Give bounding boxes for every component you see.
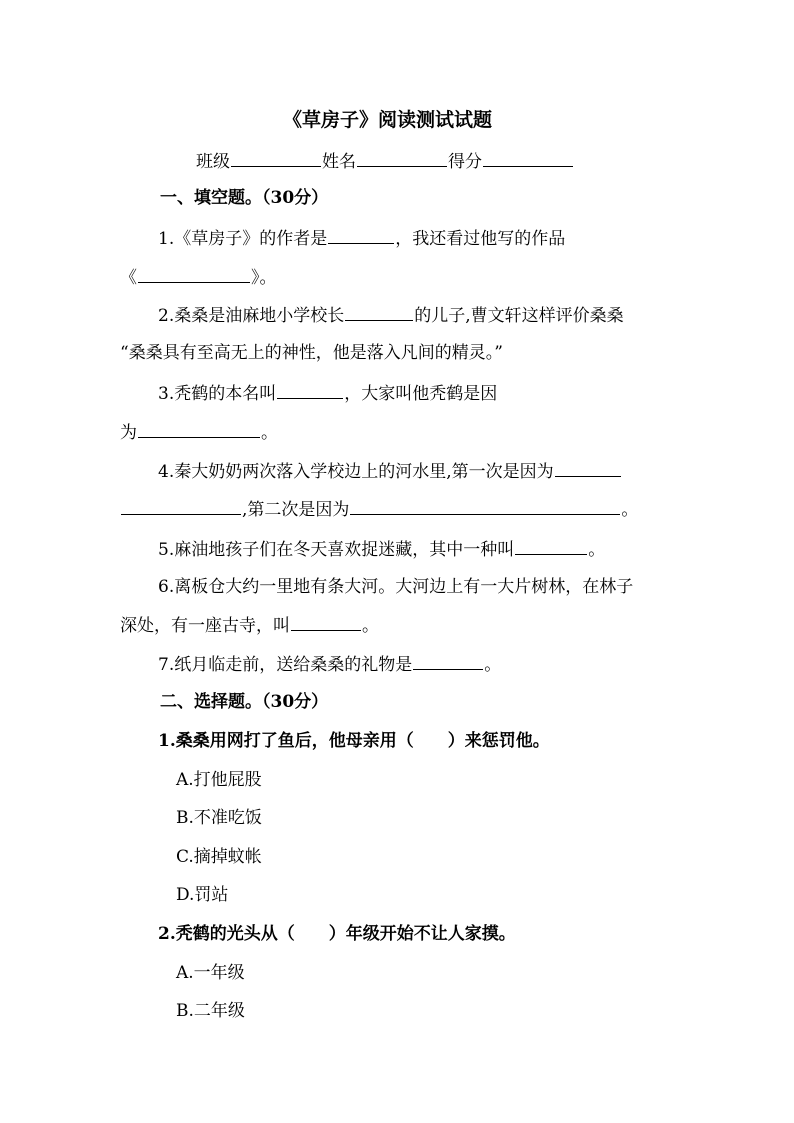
page-title: 《草房子》阅读测试试题	[283, 109, 493, 131]
choice-option[interactable]: C.摘掉蚊帐	[176, 847, 262, 867]
question-text: 。	[261, 423, 278, 443]
fill-question-5	[158, 537, 605, 562]
fill-question-1	[158, 226, 565, 251]
section-fill-blank-heading: 一、填空题。（30分）	[160, 188, 329, 208]
name-label: 姓名	[322, 152, 356, 172]
answer-blank[interactable]	[277, 381, 343, 399]
name-blank[interactable]	[357, 149, 447, 167]
question-text: ，我还看过他写的作品	[395, 229, 566, 249]
answer-blank[interactable]	[350, 497, 620, 515]
answer-blank[interactable]	[413, 652, 483, 670]
choice-option[interactable]: A.打他屁股	[176, 770, 262, 790]
fill-question-3	[158, 381, 497, 406]
fill-question-4-cont	[120, 497, 638, 522]
answer-blank[interactable]	[291, 613, 361, 631]
answer-blank[interactable]	[121, 497, 241, 515]
class-label: 班级	[196, 152, 230, 172]
fill-question-2	[158, 303, 624, 328]
answer-blank[interactable]	[328, 226, 394, 244]
choice-option[interactable]: B.二年级	[176, 1001, 245, 1021]
question-text: 为	[120, 423, 137, 443]
fill-question-6: 6.离板仓大约一里地有条大河。大河边上有一大片树林，在林子	[158, 577, 634, 597]
student-info-row	[196, 149, 574, 174]
question-text: 》。	[251, 268, 277, 288]
score-label: 得分	[448, 152, 482, 172]
answer-blank[interactable]	[345, 303, 413, 321]
question-text: 2.桑桑是油麻地小学校长	[158, 306, 345, 326]
score-blank[interactable]	[483, 149, 573, 167]
question-text: 3.秃鹤的本名叫	[158, 384, 277, 404]
question-text: 。	[484, 655, 502, 675]
fill-question-2-quote: “桑桑具有至高无上的神性，他是落入凡间的精灵。”	[120, 343, 503, 363]
fill-question-4	[158, 459, 622, 484]
fill-question-6-cont	[120, 613, 379, 638]
question-text: ，大家叫他秃鹤是因	[344, 384, 498, 404]
choice-question-1: 1.桑桑用网打了鱼后，他母亲用（ ）来惩罚他。	[158, 731, 550, 751]
question-text: 1.《草房子》的作者是	[158, 229, 328, 249]
choice-question-2: 2.秃鹤的光头从（ ）年级开始不让人家摸。	[158, 924, 516, 944]
answer-blank[interactable]	[555, 459, 621, 477]
fill-question-7	[158, 652, 501, 677]
question-text: 5.麻油地孩子们在冬天喜欢捉迷藏，其中一种叫	[158, 540, 515, 560]
question-text: 7.纸月临走前，送给桑桑的礼物是	[158, 655, 413, 675]
choice-option[interactable]: D.罚站	[176, 885, 229, 905]
section-choice-heading: 二、选择题。（30分）	[160, 692, 329, 712]
answer-blank[interactable]	[138, 420, 260, 438]
fill-question-1-cont	[120, 265, 277, 290]
answer-blank[interactable]	[138, 265, 250, 283]
choice-option[interactable]: A.一年级	[176, 963, 245, 983]
question-text: 4.秦大奶奶两次落入学校边上的河水里,第一次是因为	[158, 462, 554, 482]
question-text: 深处，有一座古寺，叫	[120, 616, 290, 636]
class-blank[interactable]	[231, 149, 321, 167]
answer-blank[interactable]	[515, 537, 587, 555]
question-text: 《	[120, 268, 137, 288]
question-text: ,第二次是因为	[242, 500, 350, 520]
question-text: 。	[362, 616, 379, 636]
fill-question-3-cont	[120, 420, 278, 445]
choice-option[interactable]: B.不准吃饭	[176, 808, 262, 828]
question-text: 。	[588, 540, 606, 560]
question-text: 。	[621, 500, 639, 520]
question-text: 的儿子,曹文轩这样评价桑桑	[414, 306, 624, 326]
